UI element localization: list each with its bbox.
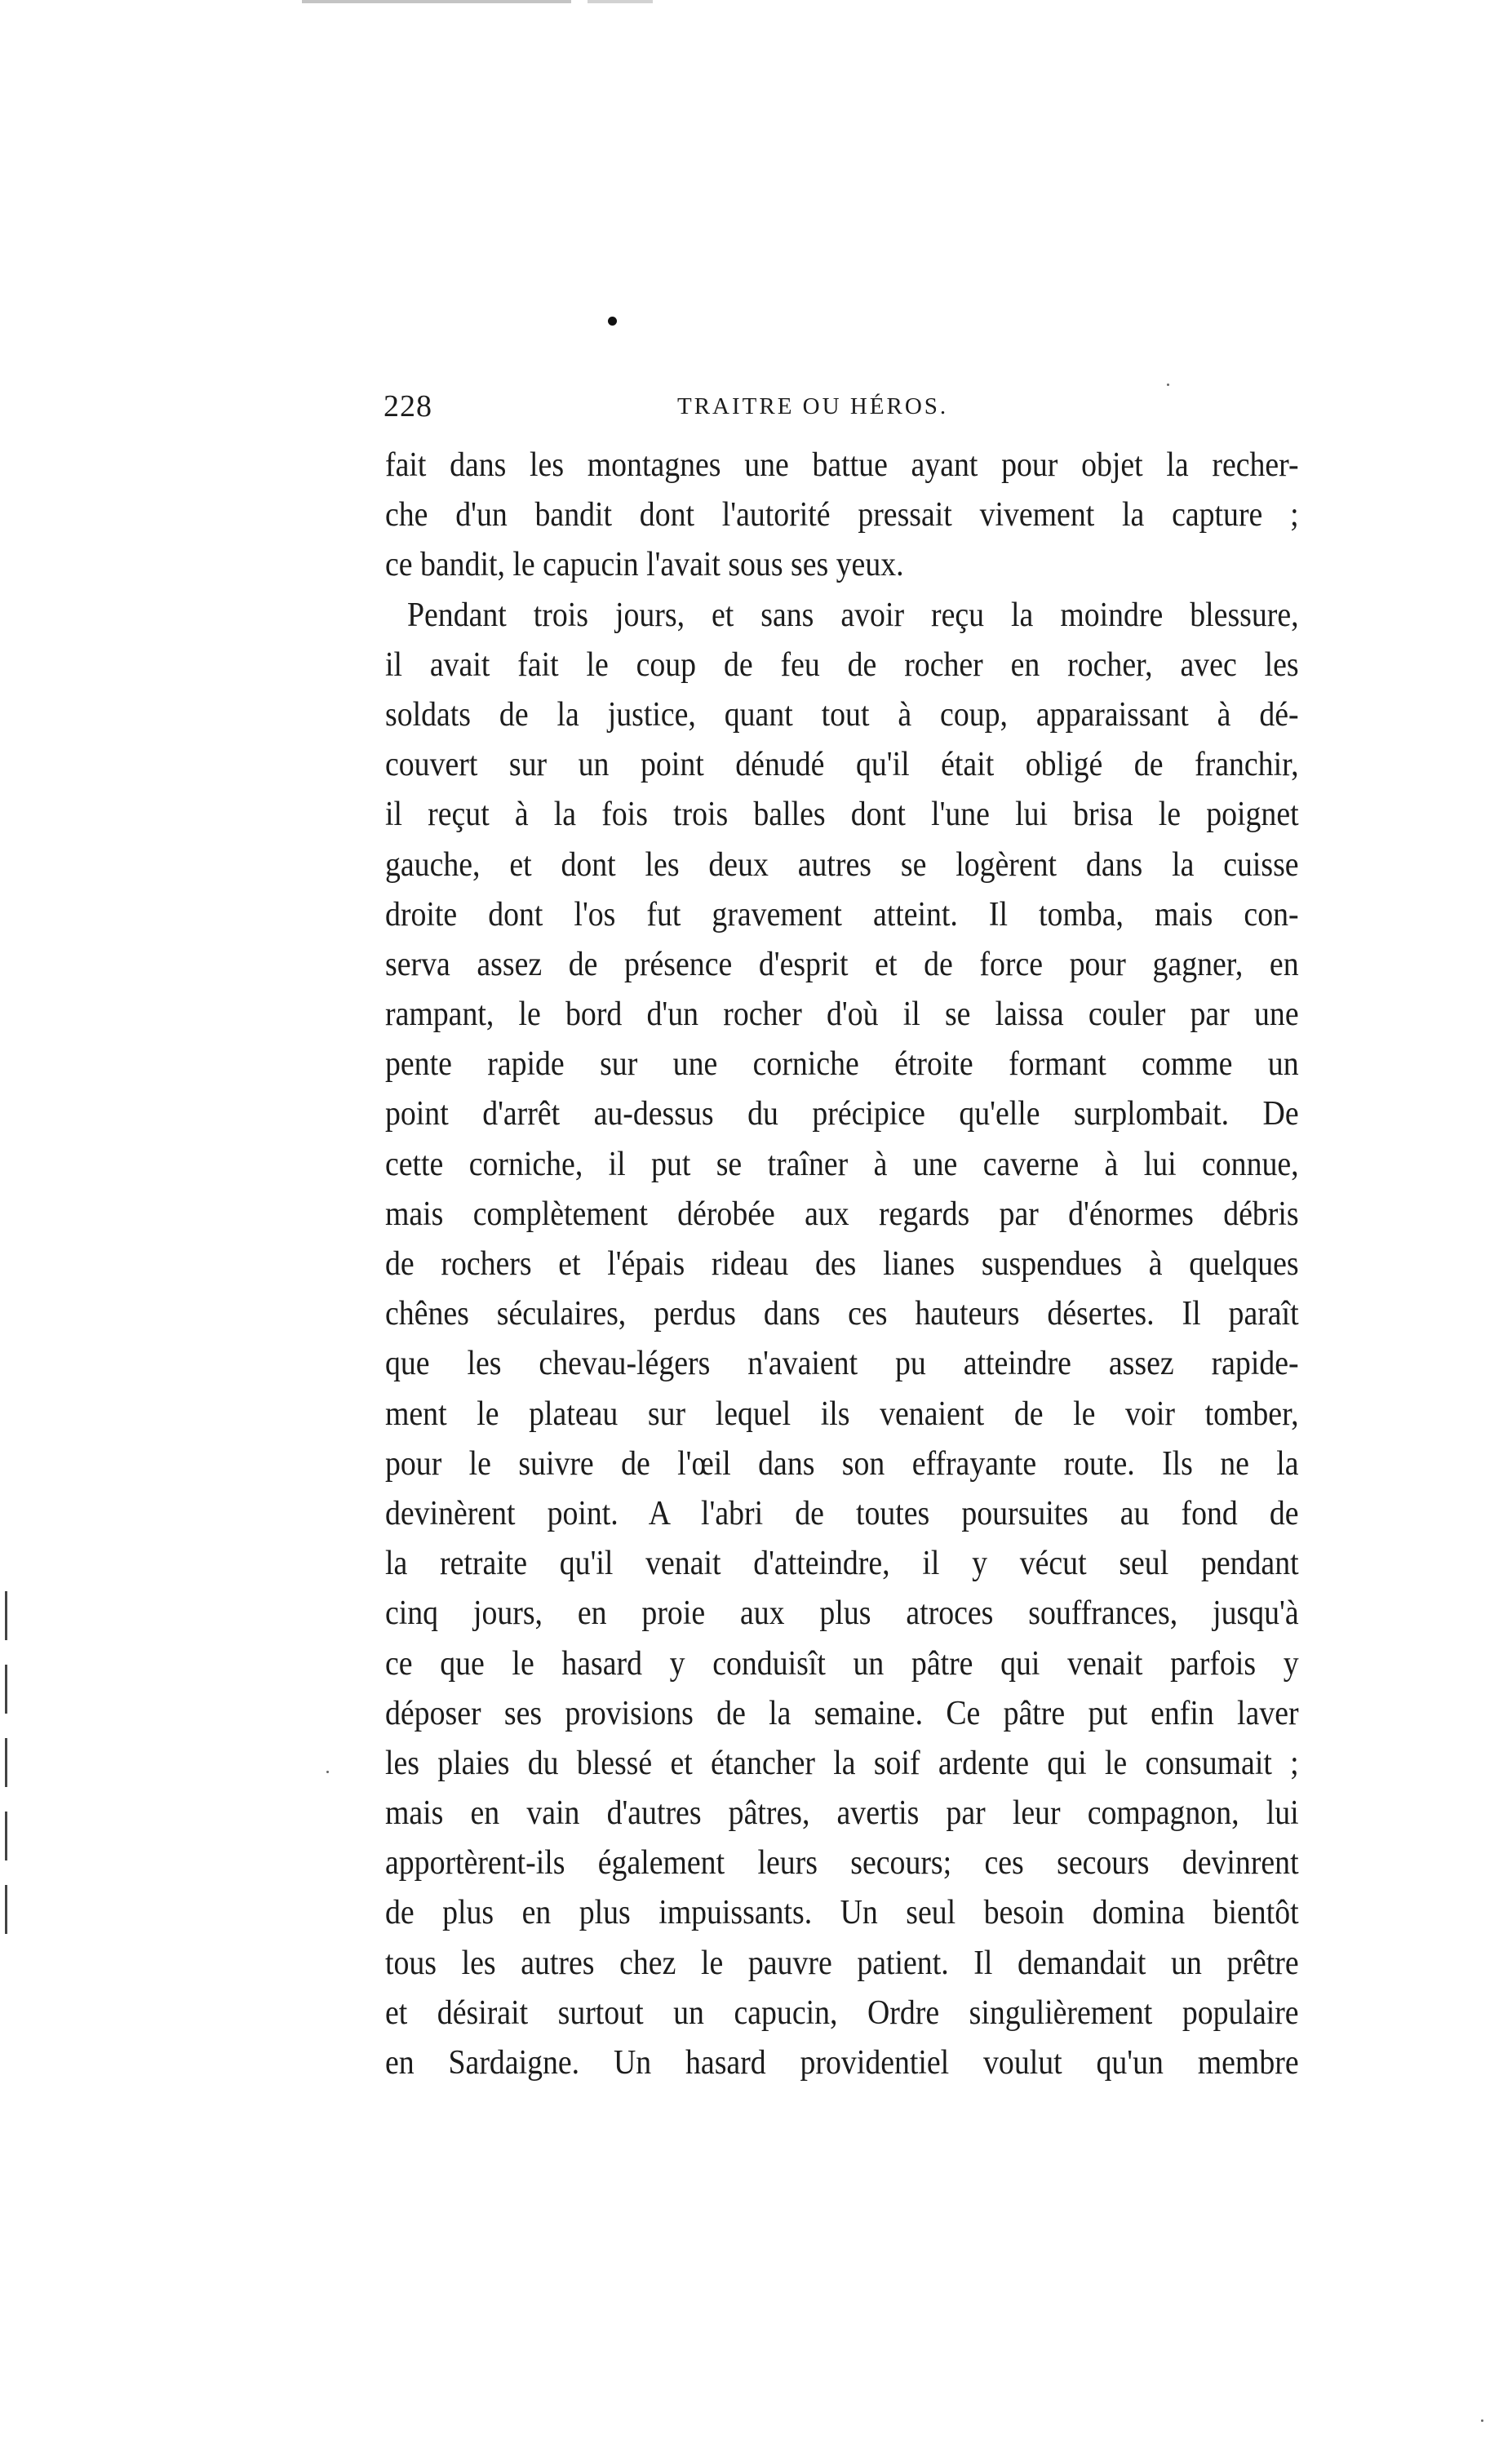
text-line: les plaies du blessé et étancher la soif ardente qui le consumait ; (385, 1744, 1299, 1782)
body-text (385, 441, 1299, 2088)
text-line: ce que le hasard y conduisît un pâtre qui venait parfois y (385, 1644, 1299, 1683)
text-line: pour le suivre de l'œil dans son effrayante route. Ils ne la (385, 1444, 1299, 1483)
ink-spot (608, 317, 617, 326)
text-line: déposer ses provisions de la semaine. Ce pâtre put enfin laver (385, 1694, 1299, 1732)
text-line: tous les autres chez le pauvre patient. Il demandait un prêtre (385, 1944, 1299, 1982)
text-line: rampant, le bord d'un rocher d'où il se laissa couler par une (385, 996, 1299, 1034)
text-line: mais en vain d'autres pâtres, avertis par leur compagnon, lui (385, 1794, 1299, 1833)
text-line: en Sardaigne. Un hasard providentiel voulut qu'un membre (385, 2044, 1299, 2082)
text-line: la retraite qu'il venait d'atteindre, il y vécut seul pendant (385, 1545, 1299, 1583)
text-line: devinèrent point. A l'abri de toutes poursuites au fond de (385, 1494, 1299, 1532)
text-line: couvert sur un point dénudé qu'il était obligé de franchir, (385, 746, 1299, 784)
text-line: soldats de la justice, quant tout à coup, apparaissant à dé- (385, 695, 1299, 734)
text-line: ce bandit, le capucin l'avait sous ses yeux. (385, 546, 904, 584)
page-number: 228 (384, 389, 432, 424)
text-line: il reçut à la fois trois balles dont l'une lui brisa le poignet (385, 796, 1299, 834)
text-line: il avait fait le coup de feu de rocher en rocher, avec les (385, 645, 1299, 684)
text-line: serva assez de présence d'esprit et de force pour gagner, en (385, 945, 1299, 983)
text-line: et désirait surtout un capucin, Ordre singulièrement populaire (385, 1993, 1299, 2032)
text-line: de plus en plus impuissants. Un seul besoin domina bientôt (385, 1894, 1299, 1932)
text-line: point d'arrêt au-dessus du précipice qu'elle surplombait. De (385, 1095, 1299, 1133)
text-line: ment le plateau sur lequel ils venaient de le voir tomber, (385, 1395, 1299, 1433)
text-line: gauche, et dont les deux autres se logèrent dans la cuisse (385, 845, 1299, 884)
running-title: TRAITRE OU HÉROS. (677, 393, 949, 419)
text-line: de rochers et l'épais rideau des lianes suspendues à quelques (385, 1245, 1299, 1283)
scan-artifact-rule (588, 0, 653, 3)
text-line: mais complètement dérobée aux regards par d'énormes débris (385, 1195, 1299, 1233)
text-line: che d'un bandit dont l'autorité pressait vivement la capture ; (385, 496, 1299, 534)
ink-speck (326, 1771, 329, 1773)
page-header (384, 388, 1322, 437)
text-line: apportèrent-ils également leurs secours; ces secours devinrent (385, 1844, 1299, 1883)
scan-artifact-rule (302, 0, 571, 3)
text-line: cinq jours, en proie aux plus atroces souffrances, jusqu'à (385, 1594, 1299, 1633)
text-line: Pendant trois jours, et sans avoir reçu la moindre blessure, (407, 596, 1299, 634)
text-line: droite dont l'os fut gravement atteint. Il tomba, mais con- (385, 895, 1299, 934)
ink-speck (1167, 384, 1169, 386)
text-line: que les chevau-légers n'avaient pu atteindre assez rapide- (385, 1345, 1299, 1383)
ink-speck (1481, 2419, 1483, 2422)
text-line: chênes séculaires, perdus dans ces hauteurs désertes. Il paraît (385, 1295, 1299, 1333)
text-line: fait dans les montagnes une battue ayant pour objet la recher- (385, 446, 1299, 484)
text-line: cette corniche, il put se traîner à une caverne à lui connue, (385, 1145, 1299, 1183)
margin-scan-marks (5, 1591, 8, 1958)
text-line: pente rapide sur une corniche étroite formant comme un (385, 1045, 1299, 1084)
